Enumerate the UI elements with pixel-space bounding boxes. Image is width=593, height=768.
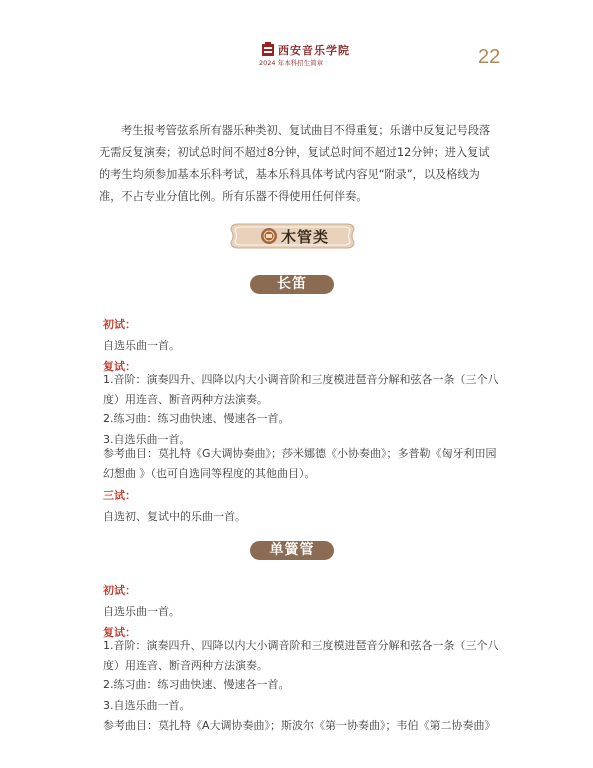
clarinet-prelim-text: 自选乐曲一首。 <box>103 605 180 618</box>
flute-prelim-text: 自选乐曲一首。 <box>103 339 180 352</box>
clarinet-prelim-label: 初试： <box>103 584 136 597</box>
clarinet-reference-pieces: 参考曲目：莫扎特《A大调协奏曲》；斯波尔《第一协奏曲》；韦伯《第二协奏曲》 <box>103 719 496 732</box>
flute-third-text: 自选初、复试中的乐曲一首。 <box>103 510 246 523</box>
clarinet-retest-label: 复试： <box>103 626 136 639</box>
flute-item-free-piece: 3.自选乐曲一首。 <box>103 433 191 446</box>
flute-third-label: 三试： <box>103 489 136 502</box>
clarinet-item-free-piece: 3.自选乐曲一首。 <box>103 699 191 712</box>
intro-paragraph: 考生报考管弦系所有器乐种类初、复试曲目不得重复；乐谱中反复记号段落无需反复演奏；初试总时间不超过8分钟，复试总时间不超过12分钟；进入复试的考生均须参加基本乐科考试，基本乐科具体考试内容见“附录”，以及格线为准，不占专业分值比例。所有乐器不得使用任何伴奏。 <box>99 124 491 203</box>
flute-item-scales: 1.音阶：演奏四升、四降以内大小调音阶和三度模进琶音分解和弦各一条（三个八度）用连音、断音两种方法演奏。 <box>103 373 499 406</box>
instrument-title-clarinet: 单簧管 <box>250 541 334 560</box>
category-title: 木管类 <box>281 228 330 246</box>
brochure-subtitle: 2024 年本科招生简章 <box>259 59 324 67</box>
clarinet-item-scales: 1.音阶：演奏四升、四降以内大小调音阶和三度模进琶音分解和弦各一条（三个八度）用连音、断音两种方法演奏。 <box>103 639 499 672</box>
school-name: 西安音乐学院 <box>278 44 350 57</box>
flute-item-etudes: 2.练习曲：练习曲快速、慢速各一首。 <box>103 412 290 425</box>
flute-prelim-label: 初试： <box>103 318 136 331</box>
page-number: 22 <box>478 46 501 68</box>
flute-reference-pieces: 参考曲目：莫扎特《G大调协奏曲》；莎米娜德《小协奏曲》；多普勒《匈牙利田园幻想曲 》（也可自选同等程度的其他曲目）。 <box>103 447 497 480</box>
clarinet-item-etudes: 2.练习曲：练习曲快速、慢速各一首。 <box>103 678 290 691</box>
banner-emblem-icon <box>261 228 277 244</box>
instrument-title-flute: 长笛 <box>250 275 334 294</box>
flute-retest-label: 复试： <box>103 360 136 373</box>
school-logo-icon <box>261 42 275 58</box>
